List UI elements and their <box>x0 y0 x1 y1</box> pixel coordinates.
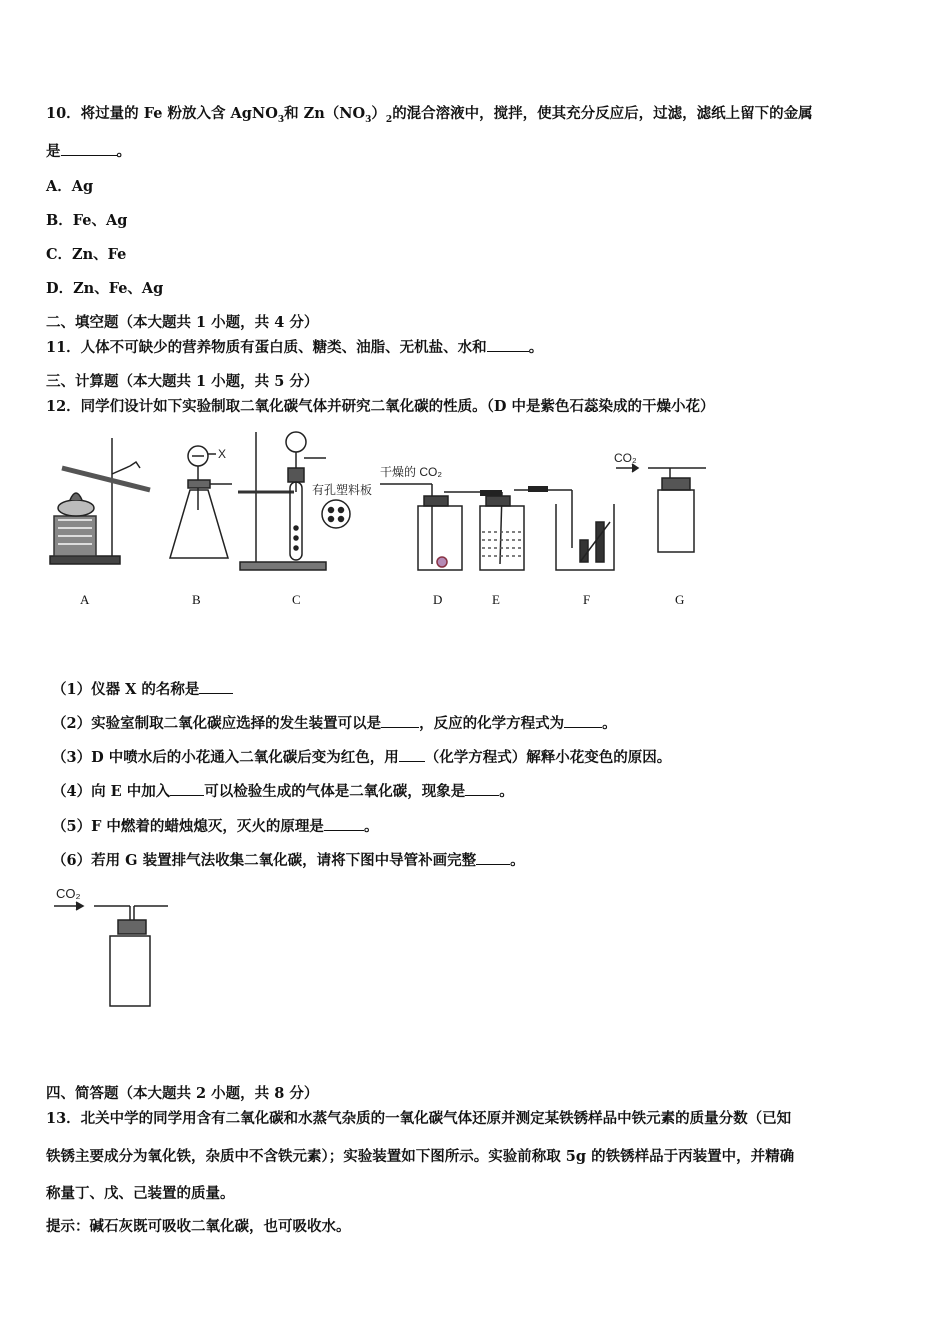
apparatus-label-f: F <box>583 592 591 607</box>
answer-blank <box>61 141 117 156</box>
answer-blank <box>381 713 419 728</box>
label-dry-co2: 干燥的 CO₂ <box>380 465 442 479</box>
apparatus-label-d: D <box>433 592 443 607</box>
q12-sub6: （6）若用 G 装置排气法收集二氧化碳，请将下图中导管补画完整 。 <box>52 852 525 869</box>
section2-title: 二、填空题（本大题共 1 小题，共 4 分） <box>46 314 319 331</box>
q11-stem: 11．人体不可缺少的营养物质有蛋白质、糖类、油脂、无机盐、水和 。 <box>46 339 544 356</box>
section3-title: 三、计算题（本大题共 1 小题，共 5 分） <box>46 373 319 390</box>
apparatus-label-a: A <box>80 592 90 607</box>
label-porous-plate: 有孔塑料板 <box>312 483 373 497</box>
q12-sub3: （3）D 中喷水后的小花通入二氧化碳后变为红色，用 （化学方程式）解释小花变色的原因。 <box>52 749 672 766</box>
answer-blank <box>476 850 510 865</box>
q13-hint: 提示：碱石灰既可吸收二氧化碳，也可吸收水。 <box>46 1218 351 1235</box>
answer-blank <box>564 713 602 728</box>
apparatus-a <box>50 438 150 564</box>
apparatus-label-g: G <box>675 592 685 607</box>
apparatus-d <box>380 484 480 570</box>
apparatus-label-e: E <box>492 592 500 607</box>
bottle-g-figure <box>50 880 180 1015</box>
q12-sub1: （1）仪器 X 的名称是 <box>52 678 233 699</box>
apparatus-b <box>170 446 232 558</box>
q12-sub4: （4）向 E 中加入 可以检验生成的气体是二氧化碳，现象是 。 <box>52 783 514 800</box>
co2-label: CO₂ <box>56 886 81 901</box>
answer-blank <box>487 337 529 352</box>
q12-stem: 12．同学们设计如下实验制取二氧化碳气体并研究二氧化碳的性质。（D 中是紫色石蕊染成的干燥小花） <box>46 398 715 415</box>
q10-stem-line2: 是 。 <box>46 143 131 160</box>
label-co2-g: CO₂ <box>614 451 637 465</box>
q12-sub2: （2）实验室制取二氧化碳应选择的发生装置可以是 ，反应的化学方程式为 。 <box>52 715 617 732</box>
apparatus-f <box>556 504 614 570</box>
apparatus-g <box>616 464 706 552</box>
apparatus-c <box>238 432 350 570</box>
answer-blank <box>399 747 425 762</box>
apparatus-label-c: C <box>292 592 301 607</box>
q13-line2: 铁锈主要成分为氧化铁，杂质中不含铁元素）；实验装置如下图所示。实验前称取 5g 的铁锈样品于丙装置中，并精确 <box>46 1148 795 1165</box>
section4-title: 四、简答题（本大题共 2 小题，共 8 分） <box>46 1085 319 1102</box>
apparatus-label-b: B <box>192 592 201 607</box>
q13-line3: 称量丁、戊、己装置的质量。 <box>46 1185 235 1202</box>
label-x: X <box>218 447 227 461</box>
q10-option-d: D．Zn、Fe、Ag <box>46 280 164 297</box>
answer-blank <box>324 816 364 831</box>
apparatus-figure <box>40 428 730 623</box>
q10-option-b: B．Fe、Ag <box>46 212 128 229</box>
q13-line1: 13．北关中学的同学用含有二氧化碳和水蒸气杂质的一氧化碳气体还原并测定某铁锈样品中铁元素的质量分数（已知 <box>46 1110 792 1127</box>
answer-blank <box>170 781 204 796</box>
q10-option-a: A．Ag <box>46 178 94 195</box>
apparatus-e <box>480 486 572 570</box>
q10-option-c: C．Zn、Fe <box>46 246 127 263</box>
q12-sub5: （5）F 中燃着的蜡烛熄灭，灭火的原理是 。 <box>52 818 379 835</box>
answer-blank <box>199 679 233 694</box>
answer-blank <box>465 781 499 796</box>
q10-stem-line1: 10．将过量的 Fe 粉放入含 AgNO$_3$和 $Zn(NO_3)_2$的混合溶液中，搅拌，使其充分反应后，过滤，滤纸上留下的金属 <box>46 105 813 125</box>
